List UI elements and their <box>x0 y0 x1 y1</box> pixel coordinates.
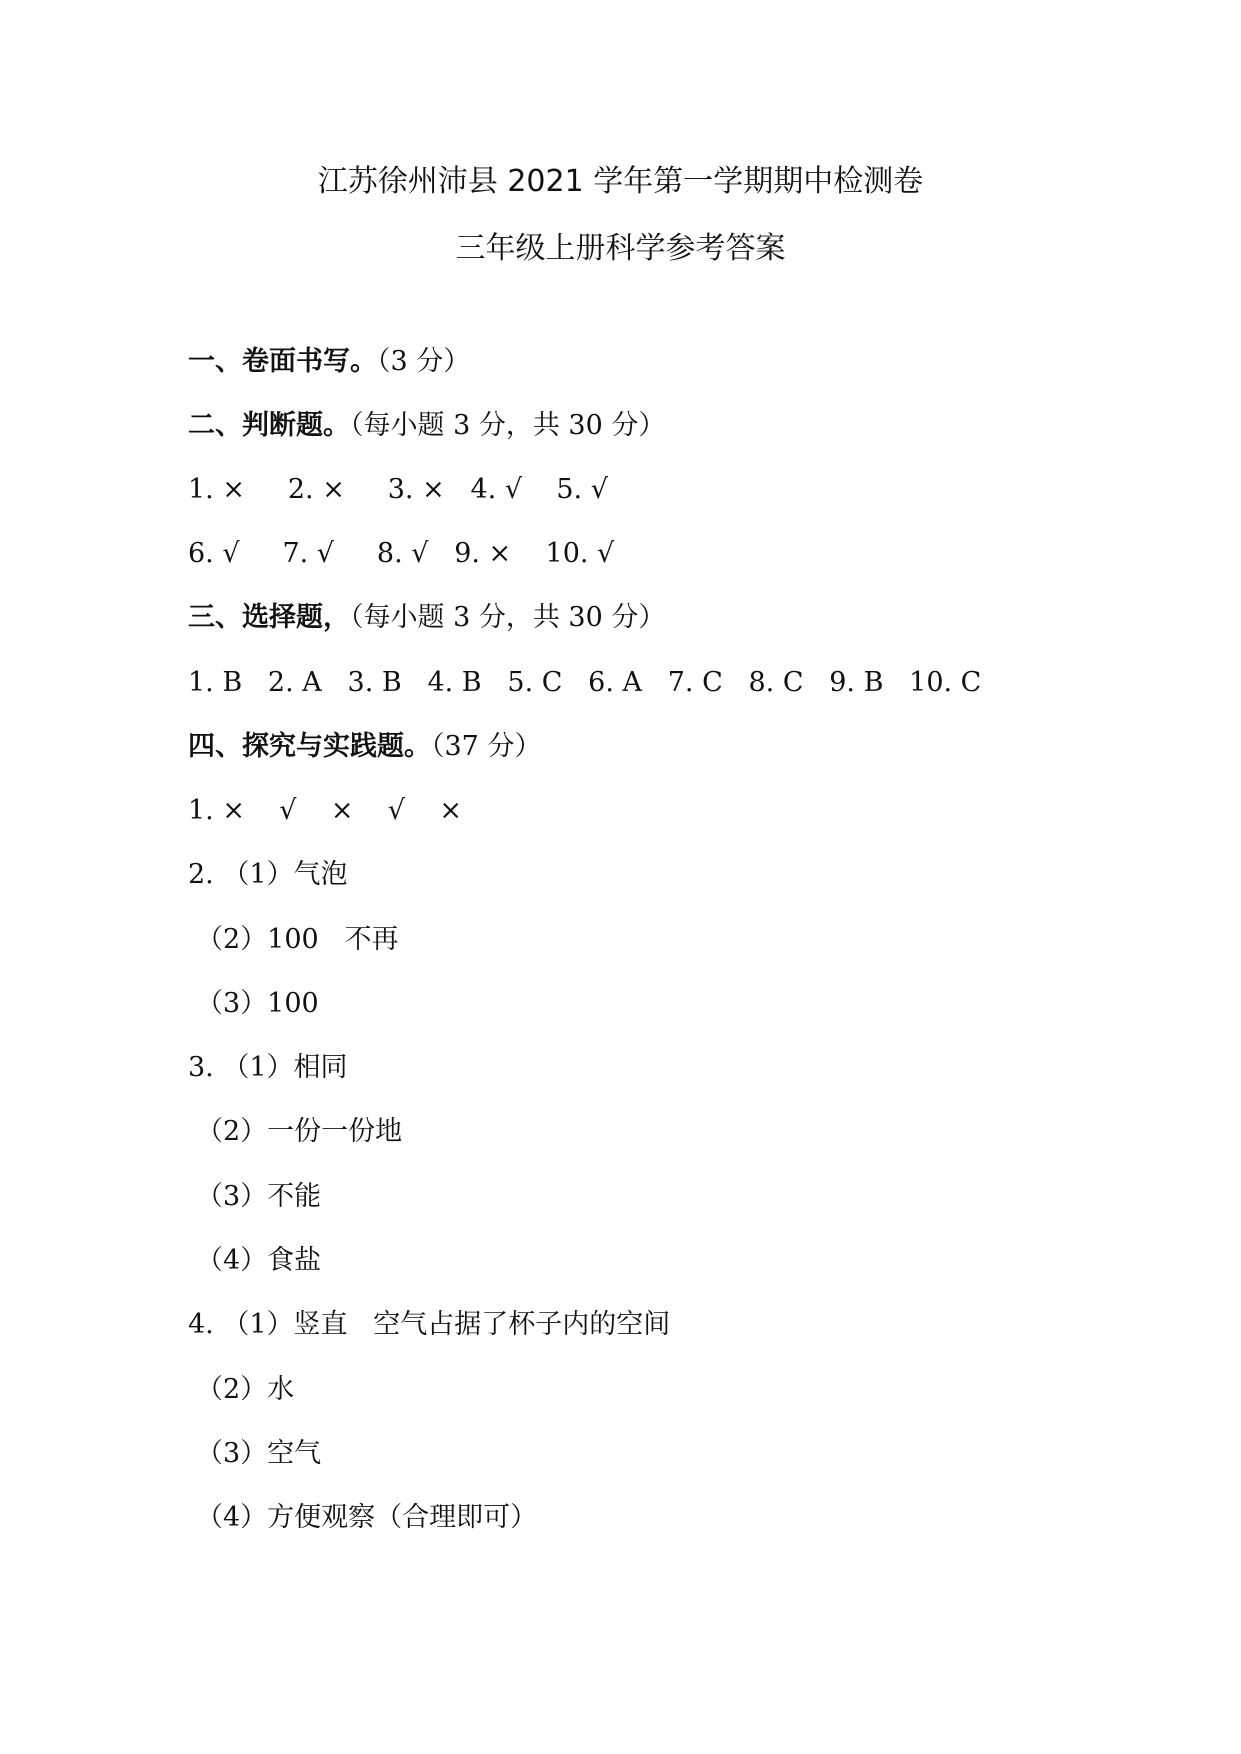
practice-answer-line: 4. （1）竖直 空气占据了杯子内的空间 <box>188 1309 671 1340</box>
practice-answer-line: （4）方便观察（合理即可） <box>196 1502 538 1533</box>
section-score-note: （每小题 3 分，共 30 分） <box>350 602 666 633</box>
practice-answer-line: （2）水 <box>196 1374 295 1405</box>
section-heading-writing <box>188 344 470 380</box>
judgement-answers-row-1: 1. × 2. × 3. × 4. √ 5. √ <box>188 474 608 505</box>
document-subtitle: 三年级上册科学参考答案 <box>455 231 786 266</box>
section-heading-text: 四、探究与实践题。 <box>188 731 431 762</box>
document-title: 江苏徐州沛县 2021 学年第一学期期中检测卷 <box>317 164 924 199</box>
practice-answer-line: （2）100 不再 <box>196 924 399 955</box>
judgement-answers-row-2: 6. √ 7. √ 8. √ 9. × 10. √ <box>188 538 615 569</box>
practice-answer-line: 2. （1）气泡 <box>188 859 348 890</box>
practice-answer-line: （3）不能 <box>196 1181 322 1212</box>
section-heading-text: 三、选择题， <box>188 602 350 633</box>
section-score-note: （每小题 3 分，共 30 分） <box>350 410 666 441</box>
practice-answer-line: 3. （1）相同 <box>188 1052 348 1083</box>
practice-answer-line: （3）100 <box>196 988 319 1019</box>
practice-answer-line: （3）空气 <box>196 1438 322 1469</box>
section-heading-practice <box>188 729 541 765</box>
section-heading-text: 一、卷面书写。 <box>188 346 377 377</box>
practice-answer-line: （4）食盐 <box>196 1245 322 1276</box>
section-score-note: （3 分） <box>377 346 471 377</box>
section-heading-choice <box>188 600 665 636</box>
choice-answers-row: 1. B 2. A 3. B 4. B 5. C 6. A 7. C 8. C 9. B 10. C <box>188 667 982 698</box>
section-heading-judgement <box>188 408 665 444</box>
section-score-note: （37 分） <box>431 731 542 762</box>
section-heading-text: 二、判断题。 <box>188 410 350 441</box>
practice-answer-line: （2）一份一份地 <box>196 1116 403 1147</box>
practice-answer-line: 1. × √ × √ × <box>188 795 462 826</box>
